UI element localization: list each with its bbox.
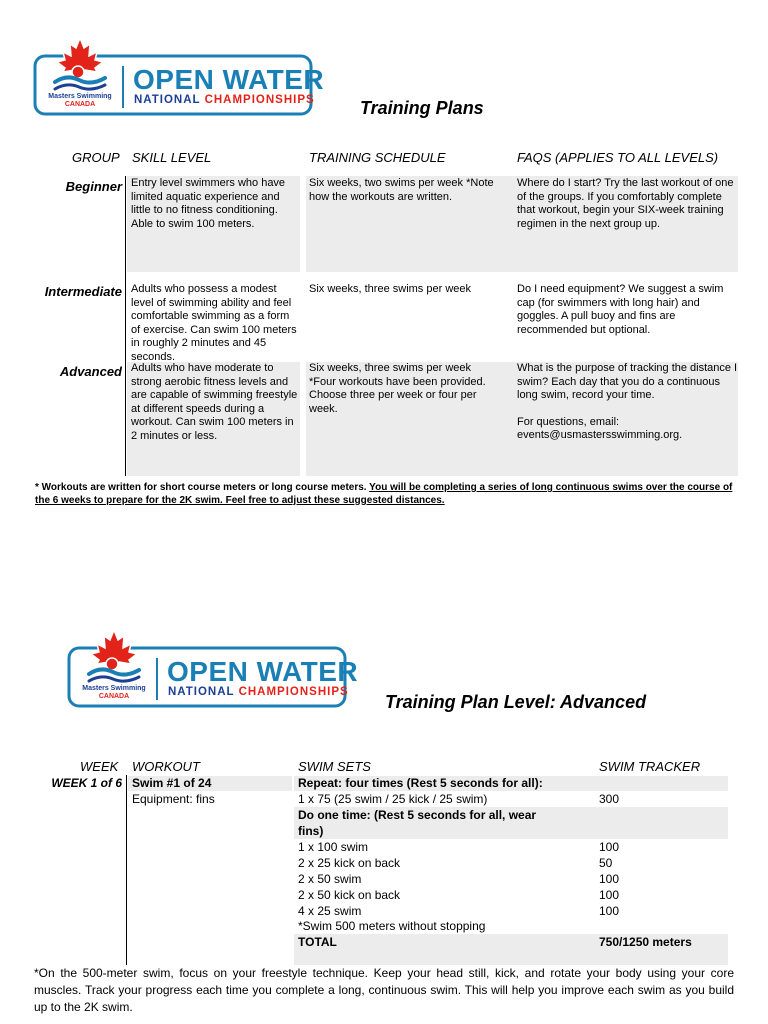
faq-beginner: Where do I start? Try the last workout of one of the groups. If you comfortably complete that workout, begin your SIX-week training regimen in the next group up.: [517, 177, 734, 230]
championship-logo: [33, 36, 325, 118]
footnote-plain: * Workouts are written for short course meters or long course meters.: [35, 482, 370, 493]
header-swim-sets: SWIM SETS: [298, 759, 371, 774]
header-training-schedule: TRAINING SCHEDULE: [309, 150, 446, 165]
group-beginner: Beginner: [65, 179, 122, 194]
faq-advanced: [517, 362, 739, 443]
tracker-value: 100: [599, 904, 620, 918]
faq-intermediate: Do I need equipment? We suggest a swim cap (for swimmers with long hair) and goggles. A pull buoy and fins are recommended but optional.: [517, 283, 724, 336]
set-line: *Swim 500 meters without stopping: [298, 919, 486, 933]
logo-championships: CHAMPIONSHIPS: [204, 94, 315, 106]
faq-advanced-text: What is the purpose of tracking the distance I swim? Each day that you do a continuous long swim, record your time.: [517, 362, 738, 402]
tracker-value: 100: [599, 888, 620, 902]
set-line: 2 x 50 swim: [298, 872, 362, 886]
technique-note: *On the 500-meter swim, focus on your freestyle technique. Keep your head still, kick, and rotate your body using your core muscles. Track your progress each time you complete a long, continuous swim. This will help you improve each swim as you build up to the 2K swim.: [34, 966, 734, 1014]
logo-org-line2: CANADA: [64, 101, 96, 108]
table1-divider: [125, 176, 126, 476]
logo-national: NATIONAL: [168, 686, 235, 698]
skill-intermediate: Adults who possess a modest level of swimming ability and feel comfortable swimming as a form of exercise. Can swim 100 meters in roughly 2 minutes and 45 seconds.: [131, 283, 297, 363]
header-workout: WORKOUT: [132, 759, 200, 774]
tracker-value: 100: [599, 840, 620, 854]
set-line: 2 x 50 kick on back: [298, 888, 401, 902]
header-week: WEEK: [80, 759, 119, 774]
workouts-footnote: [35, 481, 735, 507]
page-title: Training Plans: [360, 98, 484, 118]
set-line: fins): [298, 824, 324, 838]
championship-logo-2: [67, 628, 359, 710]
set-line: 1 x 100 swim: [298, 840, 369, 854]
faq-advanced-contact: For questions, email: events@usmastersswimming.org.: [517, 415, 683, 442]
logo-open-water: OPEN WATER: [133, 64, 325, 95]
logo-championships: CHAMPIONSHIPS: [238, 686, 349, 698]
workout-title: Swim #1 of 24: [132, 776, 212, 790]
tracker-value: 300: [599, 792, 620, 806]
total-label: TOTAL: [298, 935, 337, 949]
logo-national: NATIONAL: [134, 94, 201, 106]
skill-advanced: Adults who have moderate to strong aerobic fitness levels and are capable of swimming freestyle at different speeds during a workout. Can swim 100 meters in 2 minutes or less.: [131, 362, 298, 442]
group-intermediate: Intermediate: [44, 284, 122, 299]
header-skill-level: SKILL LEVEL: [132, 150, 212, 165]
footnote-underlined: You will be completing a series of long continuous swims over the course of the 6 weeks to prepare for the 2K swim. Feel free to adjust these suggested distances.: [35, 482, 733, 506]
set-line: Repeat: four times (Rest 5 seconds for all):: [298, 776, 543, 790]
set-line: 2 x 25 kick on back: [298, 856, 401, 870]
tracker-value: 100: [599, 872, 620, 886]
total-value: 750/1250 meters: [599, 935, 692, 949]
logo-org-line1: Masters Swimming: [82, 685, 146, 692]
set-line: 4 x 25 swim: [298, 904, 362, 918]
header-swim-tracker: SWIM TRACKER: [599, 759, 701, 774]
week-label: WEEK 1 of 6: [51, 776, 122, 790]
table2-divider: [126, 775, 127, 965]
header-faqs: FAQS (APPLIES TO ALL LEVELS): [517, 150, 719, 165]
tracker-value: 50: [599, 856, 613, 870]
equipment-note: Equipment: fins: [132, 792, 215, 806]
header-group: GROUP: [72, 150, 120, 165]
skill-beginner: Entry level swimmers who have limited aquatic experience and little to no fitness conditioning. Able to swim 100 meters.: [131, 177, 286, 230]
schedule-beginner: Six weeks, two swims per week *Note how the workouts are written.: [309, 177, 494, 203]
schedule-intermediate: Six weeks, three swims per week: [309, 283, 471, 295]
schedule-advanced: Six weeks, three swims per week *Four workouts have been provided. Choose three per week or four per week.: [309, 362, 486, 415]
logo-org-line1: Masters Swimming: [48, 93, 112, 100]
logo-open-water: OPEN WATER: [167, 656, 359, 687]
set-line: Do one time: (Rest 5 seconds for all, wear: [298, 808, 537, 822]
advanced-plan-title: Training Plan Level: Advanced: [385, 692, 647, 712]
group-advanced: Advanced: [59, 364, 122, 379]
logo-org-line2: CANADA: [98, 693, 130, 700]
set-line: 1 x 75 (25 swim / 25 kick / 25 swim): [298, 792, 488, 806]
